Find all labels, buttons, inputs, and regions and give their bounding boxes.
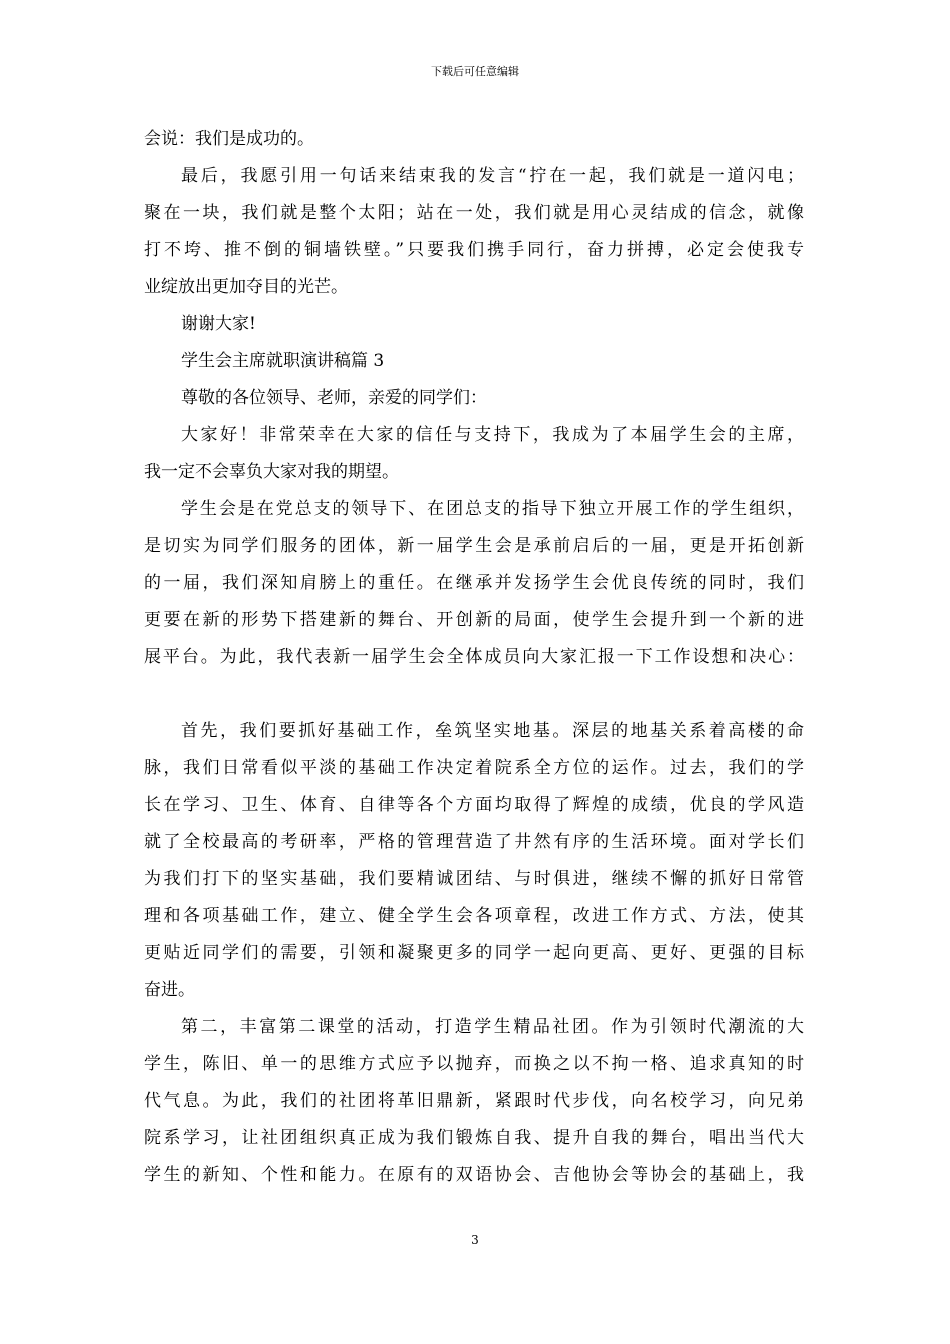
text-line: 打不垮、推不倒的铜墙铁壁。”只要我们携手同行，奋力拼搏，必定会使我专: [144, 240, 804, 260]
paragraph: [144, 1009, 804, 1194]
paragraph: [144, 121, 804, 158]
text-line: 第二，丰富第二课堂的活动，打造学生精品社团。作为引领时代潮流的大: [181, 1017, 804, 1037]
text-line: 是切实为同学们服务的团体，新一届学生会是承前启后的一届，更是开拓创新: [144, 536, 804, 556]
text-line: 展平台。为此，我代表新一届学生会全体成员向大家汇报一下工作设想和决心：: [144, 647, 804, 667]
text-line: 的一届，我们深知肩膀上的重任。在继承并发扬学生会优良传统的同时，我们: [144, 573, 804, 593]
text-line: 谢谢大家!: [181, 314, 256, 334]
text-line: 聚在一块，我们就是整个太阳；站在一处，我们就是用心灵结成的信念，就像: [144, 203, 804, 223]
text-line: 理和各项基础工作，建立、健全学生会各项章程，改进工作方式、方法，使其: [144, 906, 804, 926]
paragraph: [144, 491, 804, 676]
blank-line: [144, 676, 804, 713]
text-line: 业绽放出更加夺目的光芒。: [144, 277, 348, 297]
text-line: 最后，我愿引用一句话来结束我的发言“拧在一起，我们就是一道闪电；: [181, 166, 804, 186]
page-number: 3: [471, 1233, 479, 1247]
text-line: 奋进。: [144, 980, 195, 1000]
text-line: 为我们打下的坚实基础，我们要精诚团结、与时俱进，继续不懈的抓好日常管: [144, 869, 804, 889]
document-body: [144, 121, 804, 1194]
text-line: 院系学习，让社团组织真正成为我们锻炼自我、提升自我的舞台，唱出当代大: [144, 1128, 804, 1148]
text-line: 更要在新的形势下搭建新的舞台、开创新的局面，使学生会提升到一个新的进: [144, 610, 804, 630]
page-header: 下载后可任意编辑: [431, 65, 519, 78]
paragraph: [144, 417, 804, 491]
text-line: 学生的新知、个性和能力。在原有的双语协会、吉他协会等协会的基础上，我: [144, 1165, 804, 1185]
text-line: 首先，我们要抓好基础工作，垒筑坚实地基。深层的地基关系着高楼的命: [181, 721, 804, 741]
section-title: [144, 343, 804, 380]
text-line: 更贴近同学们的需要，引领和凝聚更多的同学一起向更高、更好、更强的目标: [144, 943, 804, 963]
text-line: 就了全校最高的考研率，严格的管理营造了井然有序的生活环境。面对学长们: [144, 832, 804, 852]
paragraph: [144, 306, 804, 343]
text-line: 尊敬的各位领导、老师，亲爱的同学们：: [181, 388, 487, 408]
text-line: 我一定不会辜负大家对我的期望。: [144, 462, 399, 482]
text-line: 长在学习、卫生、体育、自律等各个方面均取得了辉煌的成绩，优良的学风造: [144, 795, 804, 815]
paragraph: [144, 713, 804, 1009]
text-line: 学生会是在党总支的领导下、在团总支的指导下独立开展工作的学生组织，: [181, 499, 804, 519]
text-line: 学生会主席就职演讲稿篇 3: [181, 351, 385, 371]
text-line: 脉，我们日常看似平淡的基础工作决定着院系全方位的运作。过去，我们的学: [144, 758, 804, 778]
salutation: [144, 380, 804, 417]
text-line: 代气息。为此，我们的社团将革旧鼎新，紧跟时代步伐，向名校学习，向兄弟: [144, 1091, 804, 1111]
text-line: 会说：我们是成功的。: [144, 129, 314, 149]
text-line: 大家好！非常荣幸在大家的信任与支持下，我成为了本届学生会的主席，: [181, 425, 804, 445]
text-line: 学生，陈旧、单一的思维方式应予以抛弃，而换之以不拘一格、追求真知的时: [144, 1054, 804, 1074]
paragraph: [144, 158, 804, 306]
